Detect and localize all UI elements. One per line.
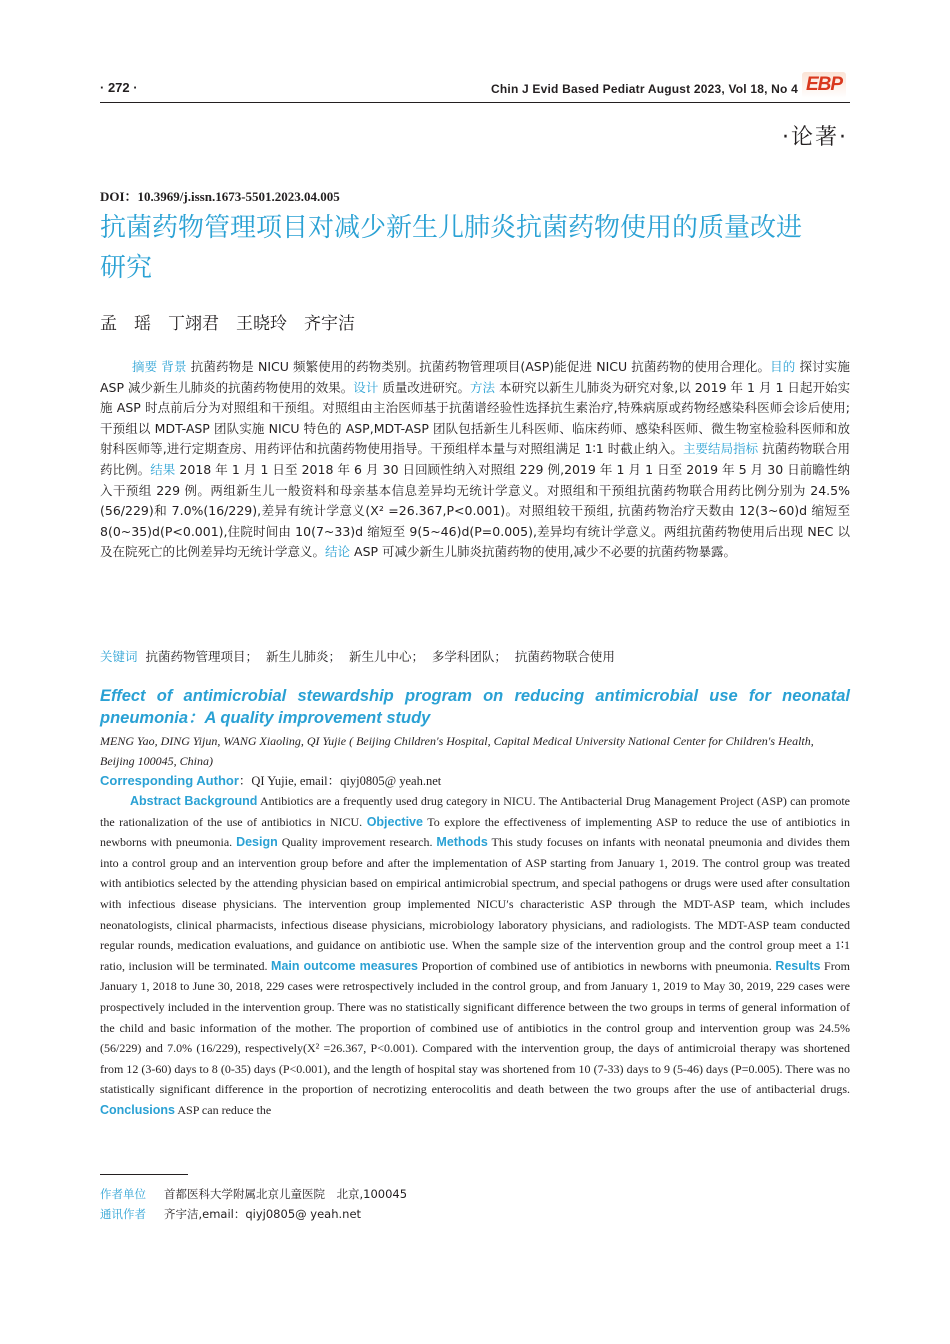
background-text: 抗菌药物是 NICU 频繁使用的药物类别。抗菌药物管理项目(ASP)能促进 NICU 抗菌药物的使用合理化。 <box>190 359 771 374</box>
doi[interactable]: DOI：10.3969/j.issn.1673-5501.2023.04.005 <box>100 189 340 204</box>
title-chinese: 抗菌药物管理项目对减少新生儿肺炎抗菌药物使用的质量改进研究 <box>100 213 803 283</box>
abstract-design-label: Design <box>236 835 278 850</box>
abstract-label: 摘要 <box>132 359 158 374</box>
journal-logo: EBP <box>802 72 846 98</box>
keywords-label: 关键词 <box>100 649 138 664</box>
footnote-corresponding-text: 齐宇洁,email：qiyj0805@ yeah.net <box>164 1207 362 1221</box>
results-label: 结果 <box>150 461 176 477</box>
abstract-results-label: Results <box>775 958 821 973</box>
corresponding-author <box>100 771 441 789</box>
abstract-background-text: Antibiotics are a frequently used drug category in NICU. The Antibacterial Drug Management Project (ASP) can promote the rationalization of the use of antibiotics in NICU. <box>100 794 850 829</box>
corresponding-text: ：QI Yujie, email：qiyj0805@ yeah.net <box>238 774 442 788</box>
footnote-corresponding-label: 通讯作者 <box>100 1207 146 1221</box>
authors-english: MENG Yao, DING Yijun, WANG Xiaoling, QI Yujie ( Beijing Children′s Hospital, Capital Medical University National Center for Children′s Health, Beijing 100045, China) <box>100 734 814 768</box>
footnote-affiliation <box>100 1186 407 1202</box>
page-number: · 272 · <box>100 80 138 95</box>
corresponding-label: Corresponding Author <box>100 773 239 788</box>
authors-chinese: 孟 瑶 丁翊君 王晓玲 齐宇洁 <box>100 314 355 334</box>
section-tag: ·论著· <box>782 125 848 150</box>
keywords-chinese <box>100 647 850 667</box>
abstract-methods-label: Methods <box>436 835 488 850</box>
abstract-methods-text: This study focuses on infants with neonatal pneumonia and divides them into a control group and an intervention group before and after the implementation of ASP starting from January 1, 2019. The control group was treated with antibiotics selected by the attending physician based on empirical antimicrobial spectrum, and special pathogens or drugs were used after consultation with infectious disease physicians. The intervention group implemented NICU′s characteristic ASP through the MDT-ASP team, which includes neonatologists, clinical pharmacists, infectious disease physicians, microbiology laboratory physicians, and radiologists. The MDT-ASP team conducted regular rounds, medication evaluations, and guidance on antibiotic use. When the sample size of the intervention group and the control group meet a 1∶1 ratio, inclusion will be terminated. <box>100 835 850 973</box>
design-text: 质量改进研究。 <box>382 379 470 395</box>
title-english <box>100 685 850 729</box>
abstract-outcome-label: Main outcome measures <box>271 958 419 973</box>
objective-text: 探讨实施 ASP 减少新生儿肺炎的抗菌药物使用的效果。 <box>100 359 850 395</box>
abstract-results-text: From January 1, 2018 to June 30, 2018, 229 cases were retrospectively included in the control group, and from January 1, 2019 to May 30, 2019, 229 cases were prospectively included in the intervention group. There was no statistically significant difference between the two groups in terms of general information of the child and basic information of the mother. The proportion of combined use of antibiotics in the control group and intervention group was 24.5% (56/229) and 7.0% (16/229), respectively(X² =26.367, P<0.001). Compared with the intervention group, the days of antimicroial therapy was shortened from 12 (3-60) days to 8 (0-35) days (P<0.001), and the length of hospital stay was shortened from 10 (7-33) days to 9 (5-46) days (P=0.005). There was no statistically significant difference in the proportion of necrotizing enterocolitis and death between the two groups after the use of antibacterial drugs. <box>100 958 851 1097</box>
journal-citation: Chin J Evid Based Pediatr August 2023, Vol 18, No 4 <box>491 82 798 96</box>
conclusion-label: 结论 <box>325 544 351 560</box>
title-english-line1: Effect of antimicrobial stewardship program on reducing antimicrobial use for neonatal <box>100 687 850 705</box>
footnote-divider <box>100 1174 188 1175</box>
footnote-corresponding <box>100 1206 361 1222</box>
abstract-outcome-text: Proportion of combined use of antibiotics in newborns with pneumonia. <box>421 958 772 973</box>
abstract-objective-label: Objective <box>366 814 423 829</box>
results-text: 2018 年 1 月 1 日至 2018 年 6 月 30 日回顾性纳入对照组 229 例,2019 年 1 月 1 日至 2019 年 5 月 30 日前瞻性纳入干预组 229 例。两组新生儿一般资料和母亲基本信息差异均无统计学意义。对照组和干预组抗菌药物联合用药比例分别为 24.5%(56/229)和 7.0%(16/229),差异有统计学意义(X² =26.367,P<0.001)。对照组较干预组, 抗菌药物治疗天数由 12(3~60)d 缩短至 8(0~35)d(P<0.001),住院时间由 10(7~33)d 缩短至 9(5~46)d(P=0.005),差异均有统计学意义。两组抗菌药物使用后出现 NEC 以及在院死亡的比例差异均无统计学意义。 <box>100 461 850 560</box>
abstract-chinese <box>100 357 850 563</box>
abstract-english <box>100 791 850 1121</box>
outcome-label: 主要结局指标 <box>682 441 759 457</box>
abstract-background-label: Abstract Background <box>130 794 258 808</box>
objective-label: 目的 <box>770 359 796 374</box>
running-header <box>100 74 850 103</box>
abstract-design-text: Quality improvement research. <box>281 835 433 850</box>
abstract-conclusions-text: ASP can reduce the <box>177 1102 272 1117</box>
title-english-line2: pneumonia：A quality improvement study <box>100 709 431 727</box>
background-label: 背景 <box>161 359 187 374</box>
design-label: 设计 <box>353 379 379 395</box>
methods-text: 本研究以新生儿肺炎为研究对象,以 2019 年 1 月 1 日起开始实施 ASP 时点前后分为对照组和干预组。对照组由主治医师基于抗菌谱经验性选择抗生素治疗,特殊病原或药物经感染科医师会诊后使用;干预组以 MDT-ASP 团队实施 NICU 特色的 ASP,MDT-ASP 团队包括新生儿科医师、临床药师、感染科医师、微生物室检验科医师和放射科医师等,进行定期查房、用药评估和抗菌药物使用指导。干预组样本量与对照组满足 1∶1 时截止纳入。 <box>100 379 850 457</box>
abstract-objective-text: To explore the effectiveness of implementing ASP to reduce the use of antibiotics in newborns with pneumonia. <box>100 814 850 850</box>
methods-label: 方法 <box>469 379 496 395</box>
abstract-conclusions-label: Conclusions <box>100 1102 176 1117</box>
affiliation-label: 作者单位 <box>100 1187 146 1201</box>
keywords-text: 抗菌药物管理项目； 新生儿肺炎； 新生儿中心； 多学科团队； 抗菌药物联合使用 <box>145 649 615 664</box>
affiliation-text: 首都医科大学附属北京儿童医院 北京,100045 <box>164 1187 408 1201</box>
conclusion-text: ASP 可减少新生儿肺炎抗菌药物的使用,减少不必要的抗菌药物暴露。 <box>354 544 736 560</box>
outcome-text: 抗菌药物联合用药比例。 <box>100 441 850 477</box>
